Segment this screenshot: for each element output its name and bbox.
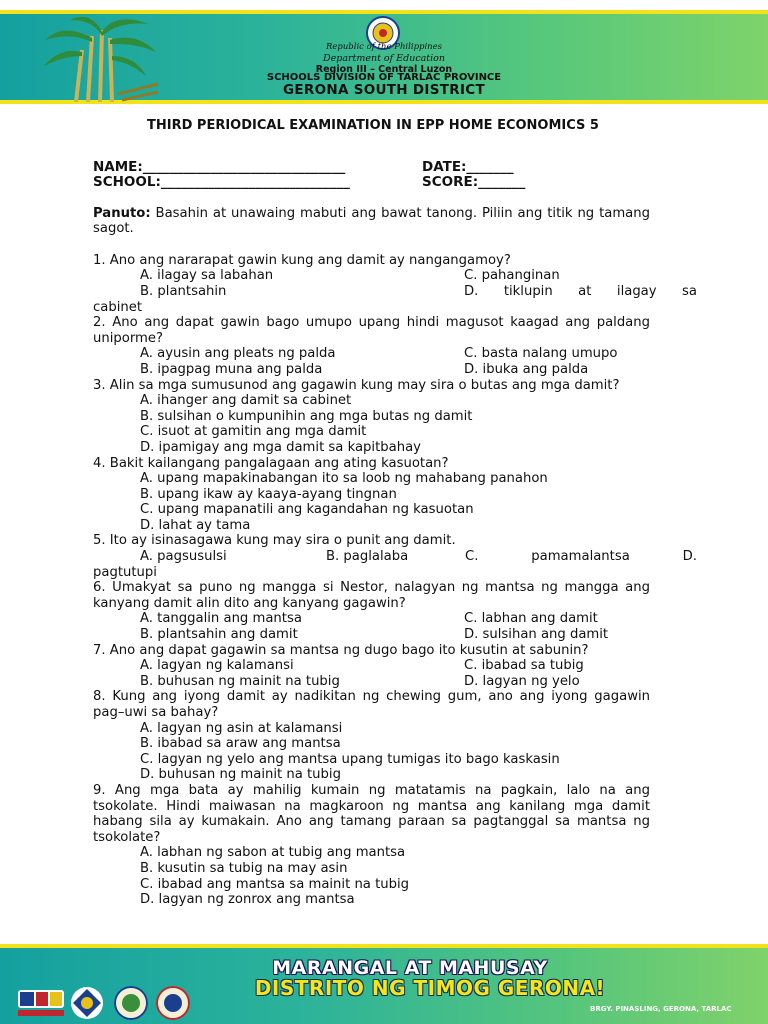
footer-address: BRGY. PINASLING, GERONA, TARLAC bbox=[590, 1005, 732, 1013]
option-d: D. buhusan ng mainit na tubig bbox=[140, 767, 341, 783]
option-c: C. ibabad ang mantsa sa mainit na tubig bbox=[140, 876, 410, 892]
school-field: SCHOOL:____________________________ bbox=[93, 174, 350, 191]
division-seal-icon bbox=[114, 986, 148, 1020]
header-district: GERONA SOUTH DISTRICT bbox=[283, 82, 485, 98]
question-2-options bbox=[93, 346, 650, 377]
option-c: C. labhan ang damit bbox=[464, 611, 598, 627]
option-d: D. lagyan ng zonrox ang mantsa bbox=[140, 892, 355, 908]
question-6-options bbox=[93, 611, 650, 642]
question-1-options bbox=[93, 268, 697, 299]
question-9-options bbox=[93, 845, 650, 907]
option-a: A. lagyan ng asin at kalamansi bbox=[140, 720, 343, 736]
option-c: C. upang mapanatili ang kagandahan ng kasuotan bbox=[140, 502, 474, 518]
question-7-options bbox=[93, 658, 650, 689]
option-a: A. upang mapakinabangan ito sa loob ng mahabang panahon bbox=[140, 471, 548, 487]
header-region: Region III – Central Luzon bbox=[315, 64, 453, 75]
exam-title: THIRD PERIODICAL EXAMINATION IN EPP HOME ECONOMICS 5 bbox=[147, 118, 599, 133]
instructions bbox=[93, 206, 650, 237]
date-field: DATE:_______ bbox=[422, 158, 514, 175]
option-d: D. ibuka ang palda bbox=[464, 361, 589, 377]
instructions-text: Basahin at unawaing mabuti ang bawat tanong. Piliin ang titik ng tamang sagot. bbox=[93, 205, 650, 237]
option-b: B. paglalaba bbox=[326, 549, 409, 565]
option-b: B. kusutin sa tubig na may asin bbox=[140, 860, 348, 876]
option-b: B. sulsihan o kumpunihin ang mga butas ng damit bbox=[140, 408, 473, 424]
exam-body bbox=[93, 118, 697, 908]
option-a: A. tanggalin ang mantsa bbox=[140, 611, 302, 627]
question-3: 3. Alin sa mga sumusunod ang gagawin kung may sira o butas ang mga damit? bbox=[93, 377, 620, 393]
option-c: C. ibabad sa tubig bbox=[464, 658, 584, 674]
footer-motto-line1: MARANGAL AT MAHUSAY bbox=[272, 957, 548, 979]
option-c-d: C. pamamalantsa D. bbox=[465, 549, 697, 565]
question-5: 5. Ito ay isinasagawa kung may sira o punit ang damit. bbox=[93, 533, 456, 549]
question-3-options bbox=[93, 393, 650, 455]
option-b: B. buhusan ng mainit na tubig bbox=[140, 673, 340, 689]
header-division: SCHOOLS DIVISION OF TARLAC PROVINCE bbox=[266, 72, 502, 83]
option-d: D. lahat ay tama bbox=[140, 517, 251, 533]
question-4: 4. Bakit kailangang pangalagaan ang ating kasuotan? bbox=[93, 455, 449, 471]
question-8: 8. Kung ang iyong damit ay nadikitan ng chewing gum, ano ang iyong gagawin pag–uwi sa bahay? bbox=[93, 689, 650, 720]
deped-matatag-logo-icon bbox=[18, 990, 64, 1016]
option-c: C. isuot at gamitin ang mga damit bbox=[140, 424, 367, 440]
option-d: D. sulsihan ang damit bbox=[464, 627, 609, 643]
question-5-options bbox=[93, 549, 697, 565]
option-d: D. ipamigay ang mga damit sa kapitbahay bbox=[140, 439, 421, 455]
info-row-name bbox=[93, 160, 650, 176]
option-c: C. lagyan ng yelo ang mantsa upang tumigas ito bago kaskasin bbox=[140, 751, 560, 767]
footer-motto-line2: DISTRITO NG TIMOG GERONA! bbox=[254, 976, 606, 1000]
option-d-continuation: pagtutupi bbox=[93, 564, 157, 580]
option-d-continuation: cabinet bbox=[93, 299, 143, 315]
option-b: B. ipagpag muna ang palda bbox=[140, 361, 323, 377]
score-field: SCORE:_______ bbox=[422, 174, 526, 191]
bagong-pilipinas-logo-icon bbox=[70, 986, 104, 1020]
option-a: A. ilagay sa labahan bbox=[140, 268, 274, 284]
district-seal-icon bbox=[156, 986, 190, 1020]
info-row-school bbox=[93, 175, 650, 191]
option-c: C. pahanginan bbox=[464, 268, 560, 284]
question-1: 1. Ano ang nararapat gawin kung ang damit ay nangangamoy? bbox=[93, 252, 511, 268]
question-8-options bbox=[93, 721, 650, 783]
question-9: 9. Ang mga bata ay mahilig kumain ng matatamis na pagkain, lalo na ang tsokolate. Hindi maiwasan na magkaroon ng mantsa ang kanilang mga damit habang sila ay kumakain. Ano ang tamang paraan sa pagtanggal sa mantsa ng tsokolate? bbox=[93, 782, 650, 845]
header-republic: Republic of the Philippines bbox=[325, 42, 443, 52]
name-field: NAME:______________________________ bbox=[93, 158, 346, 175]
option-a: A. ayusin ang pleats ng palda bbox=[140, 346, 336, 362]
option-a: A. ihanger ang damit sa cabinet bbox=[140, 393, 352, 409]
option-b: B. ibabad sa araw ang mantsa bbox=[140, 736, 341, 752]
option-a: A. lagyan ng kalamansi bbox=[140, 658, 294, 674]
option-b: B. upang ikaw ay kaaya-ayang tingnan bbox=[140, 486, 397, 502]
option-b: B. plantsahin ang damit bbox=[140, 627, 298, 643]
question-7: 7. Ano ang dapat gagawin sa mantsa ng dugo bago ito kusutin at sabunin? bbox=[93, 642, 589, 658]
header-department: Department of Education bbox=[323, 53, 445, 64]
question-2: 2. Ano ang dapat gawin bago umupo upang hindi magusot kaagad ang paldang uniporme? bbox=[93, 315, 650, 346]
question-4-options bbox=[93, 471, 650, 533]
option-d: D. lagyan ng yelo bbox=[464, 673, 580, 689]
option-b: B. plantsahin bbox=[140, 283, 227, 299]
instructions-label: Panuto: bbox=[93, 205, 151, 221]
question-6: 6. Umakyat sa puno ng mangga si Nestor, nalagyan ng mantsa ng mangga ang kanyang damit alin dito ang kanyang gagawin? bbox=[93, 580, 650, 611]
option-d: D. tiklupin at ilagay sa bbox=[464, 283, 697, 299]
option-c: C. basta nalang umupo bbox=[464, 346, 618, 362]
option-a: A. labhan ng sabon at tubig ang mantsa bbox=[140, 845, 406, 861]
option-a: A. pagsusulsi bbox=[140, 549, 227, 565]
